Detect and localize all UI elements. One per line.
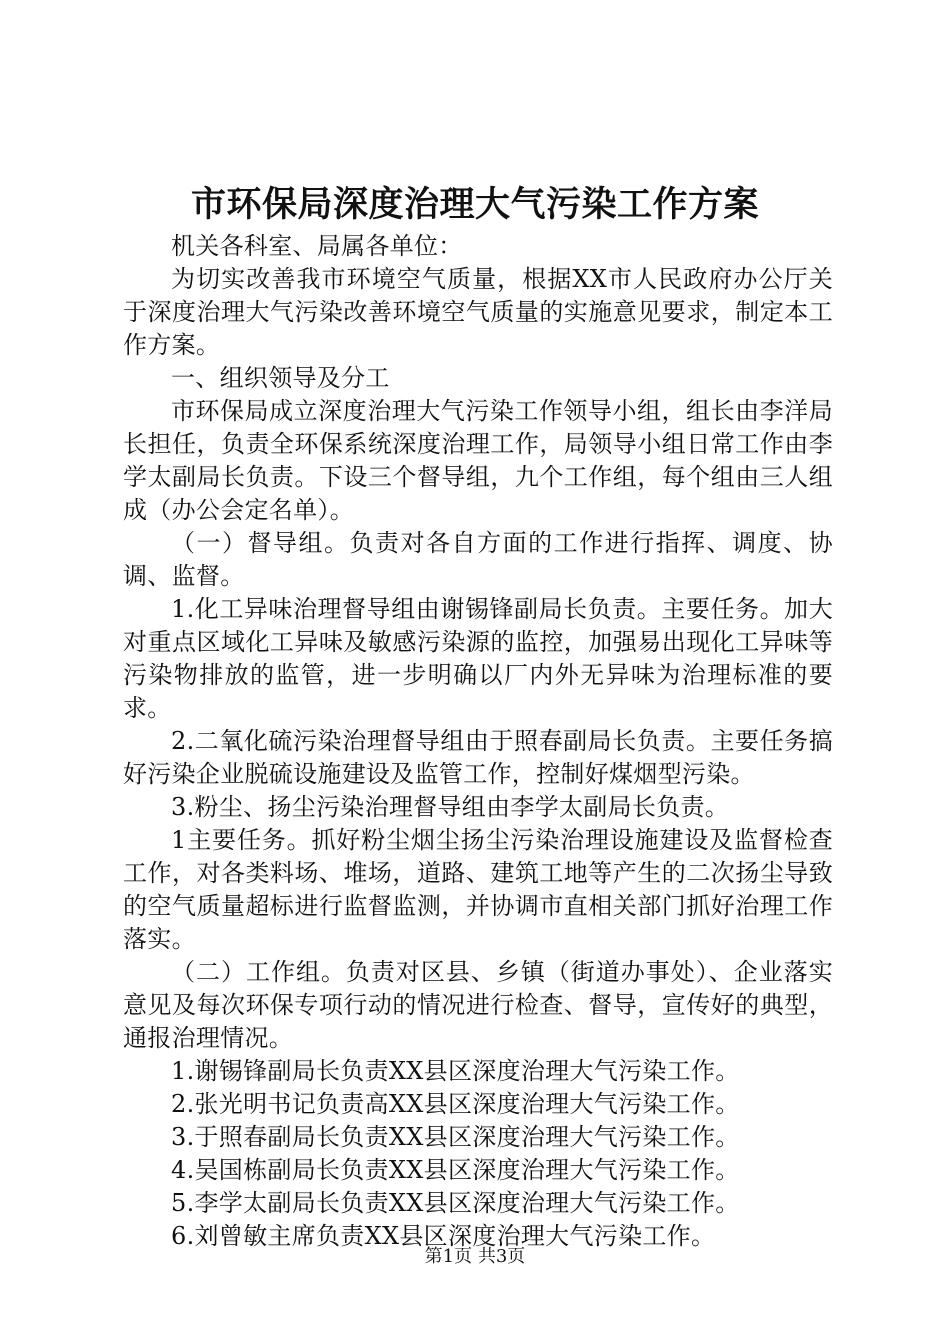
list-item: 1.化工异味治理督导组由谢锡锋副局长负责。主要任务。加大对重点区域化工异味及敏感污染源的监控，加强易出现化工异味等污染物排放的监管，进一步明确以厂内外无异味为治理标准的要求。 — [123, 595, 833, 722]
list-item: 6.刘曾敏主席负责XX县区深度治理大气污染工作。 — [171, 1222, 716, 1250]
section-heading: 一、组织领导及分工 — [171, 364, 390, 392]
list-item: 3.粉尘、扬尘污染治理督导组由李学太副局长负责。 — [171, 793, 730, 821]
subsection-heading: （二）工作组。负责对区县、乡镇（街道办事处）、企业落实意见及每次环保专项行动的情况进行检查、督导，宣传好的典型，通报治理情况。 — [123, 958, 833, 1052]
body-paragraph: 市环保局成立深度治理大气污染工作领导小组，组长由李洋局长担任，负责全环保系统深度治理工作，局领导小组日常工作由李学太副局长负责。下设三个督导组，九个工作组，每个组由三人组成（办公会定名单）。 — [123, 397, 833, 524]
list-item: 4.吴国栋副局长负责XX县区深度治理大气污染工作。 — [171, 1156, 740, 1184]
list-item: 2.张光明书记负责高XX县区深度治理大气污染工作。 — [171, 1090, 740, 1118]
list-item: 5.李学太副局长负责XX县区深度治理大气污染工作。 — [171, 1189, 740, 1217]
salutation: 机关各科室、局属各单位： — [171, 232, 463, 260]
list-item: 3.于照春副局长负责XX县区深度治理大气污染工作。 — [171, 1123, 740, 1151]
subsection-heading: （一）督导组。负责对各自方面的工作进行指挥、调度、协调、监督。 — [123, 529, 833, 590]
document-body — [123, 230, 833, 1253]
list-item: 1.谢锡锋副局长负责XX县区深度治理大气污染工作。 — [171, 1057, 740, 1085]
list-item: 2.二氧化硫污染治理督导组由于照春副局长负责。主要任务搞好污染企业脱硫设施建设及监管工作，控制好煤烟型污染。 — [123, 727, 833, 788]
body-paragraph: 1主要任务。抓好粉尘烟尘扬尘污染治理设施建设及监督检查工作，对各类料场、堆场，道路、建筑工地等产生的二次扬尘导致的空气质量超标进行监督监测，并协调市直相关部门抓好治理工作落实。 — [123, 826, 833, 953]
page-number-footer: 第1页 共3页 — [424, 1246, 526, 1267]
intro-paragraph: 为切实改善我市环境空气质量，根据XX市人民政府办公厅关于深度治理大气污染改善环境空气质量的实施意见要求，制定本工作方案。 — [123, 265, 833, 359]
document-title: 市环保局深度治理大气污染工作方案 — [190, 184, 759, 225]
